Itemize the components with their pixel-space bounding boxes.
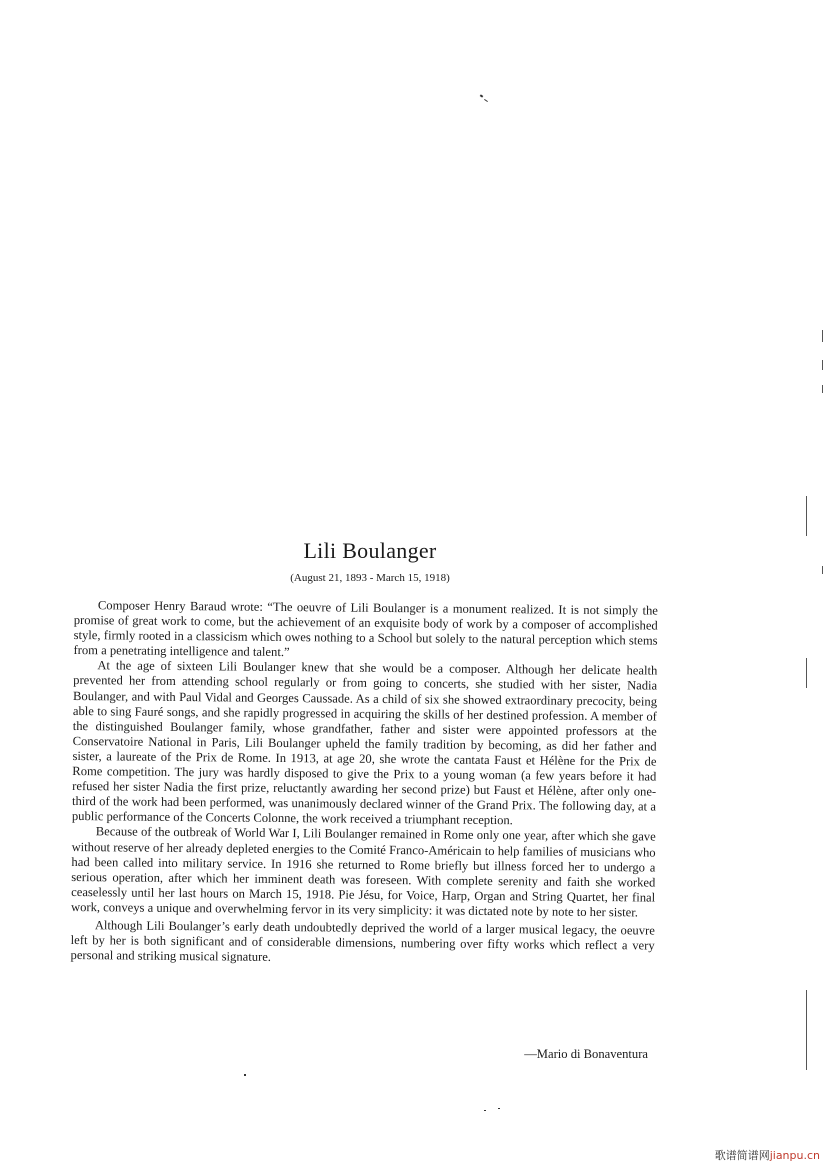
watermark-site-name: 歌谱简谱网 <box>714 1149 770 1162</box>
paragraph: Because of the outbreak of World War I, Lili Boulanger remained in Rome only one year, after which she gave without reserve of her already depleted energies to the Comité Franco-Américain to help families of musicians who had been called into military service. In 1916 she returned to Rome briefly but illness forced her to undergo a serious operation, after which her imminent death was foreseen. With complete serenity and faith she worked ceaselessly until her last hours on March 15, 1918. Pie Jésu, for Voice, Harp, Organ and String Quartet, her final work, conveys a unique and overwhelming fervor in its very simplicity: it was dictated note by note to her sister. <box>70 824 656 920</box>
scan-edge-mark <box>806 658 807 688</box>
paragraph: At the age of sixteen Lili Boulanger knew that she would be a composer. Although her delicate health prevented her from attending school regularly or from going to concerts, she studied with her sister, Nadia Boulanger, and with Paul Vidal and Georges Caussade. As a child of six she showed extraordinary precocity, being able to sing Fauré songs, and she rapidly progressed in acquiring the skills of her destined profession. A member of the distinguished Boulanger family, whose grandfather, father and sister were appointed professors at the Conservatoire National in Paris, Lili Boulanger upheld the family tradition by becoming, as did her father and sister, a laureate of the Prix de Rome. In 1913, at age 20, she wrote the cantata Faust et Hélène for the Prix de Rome competition. The jury was hardly disposed to give the Prix to a young woman (a few years before it had refused her sister Nadia the first prize, reluctantly awarding her second prize) but Faust et Hélène, after only one-third of the work had been performed, was unanimously declared winner of the Grand Prix. The following day, at a public performance of the Concerts Colonne, the work received a triumphant reception. <box>71 658 658 828</box>
site-watermark <box>715 1147 820 1163</box>
author-signature: —Mario di Bonaventura <box>524 1047 648 1061</box>
biography-body <box>70 598 657 969</box>
watermark-domain: jianpu.cn <box>769 1149 820 1162</box>
scan-speck <box>498 1108 500 1109</box>
scan-speck <box>484 99 488 102</box>
scan-edge-mark <box>822 566 823 574</box>
scan-speck <box>484 1110 486 1111</box>
paragraph: Although Lili Boulanger’s early death undoubtedly deprived the world of a larger musical legacy, the oeuvre left by her is both significant and of considerable dimensions, numbering over fifty works which reflect a very personal and striking musical signature. <box>70 918 655 965</box>
paragraph: Composer Henry Baraud wrote: “The oeuvre of Lili Boulanger is a monument realized. It is not simply the promise of great work to come, but the achievement of an exquisite body of work by a composer of accomplished style, firmly rooted in a classicism which owes nothing to a School but solely to the natural perception which stems from a penetrating intelligence and talent.” <box>73 598 658 660</box>
scan-edge-mark <box>806 990 807 1070</box>
scan-speck <box>244 1074 246 1076</box>
page-title: Lili Boulanger <box>303 538 437 563</box>
scan-edge-mark <box>822 385 823 393</box>
scan-edge-mark <box>822 330 823 342</box>
lifespan-dates: (August 21, 1893 - March 15, 1918) <box>290 572 450 584</box>
scan-edge-mark <box>806 496 807 536</box>
scan-speck <box>480 94 484 97</box>
scan-edge-mark <box>822 360 823 370</box>
